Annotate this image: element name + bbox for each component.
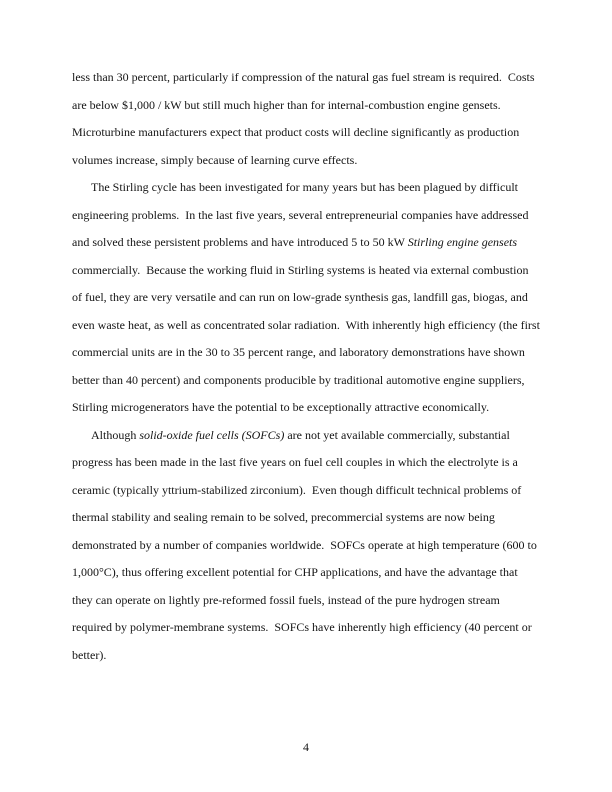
- italic-text-run: solid-oxide fuel cells (SOFCs): [139, 427, 285, 442]
- paragraph: [72, 64, 540, 174]
- document-body: [72, 64, 543, 669]
- italic-text-run: Stirling engine gensets: [407, 235, 518, 249]
- page-footer: [0, 740, 612, 754]
- text-run: less than 30 percent, particularly if compression of the natural gas fuel stream is required. Costs are below $1,000 / kW but still much higher than for internal-combustion engine gensets. Microturbine manufacturers expect that product costs will decline significantly as production volumes increase, simply because of learning curve effects.: [72, 70, 538, 167]
- text-run: The Stirling cycle has been investigated for many years but has been plagued by difficult engineering problems. In the last five years, several entrepreneurial companies have addressed and solved these persistent problems and have introduced 5 to 50 kW: [72, 180, 532, 249]
- paragraph: [72, 174, 543, 422]
- text-run: commercially. Because the working fluid in Stirling systems is heated via external combustion of fuel, they are very versatile and can run on low-grade synthesis gas, landfill gas, biogas, and even waste heat, as well as concentrated solar radiation. With inherently high efficiency (the first commercial units are in the 30 to 35 percent range, and laboratory demonstrations have shown better than 40 percent) and components producible by traditional automotive engine suppliers, Stirling microgenerators have the potential to be exceptionally attractive economically.: [72, 235, 543, 414]
- text-run: are not yet available commercially, substantial progress has been made in the last five years on fuel cell couples in which the electrolyte is a ceramic (typically yttrium-stabilized zirconium). Even though difficult technical problems of thermal stability and sealing remain to be solved, precommercial systems are now being demonstrated by a number of companies worldwide. SOFCs operate at high temperature (600 to 1,000°C), thus offering excellent potential for CHP applications, and have the advantage that they can operate on lightly pre-reformed fossil fuels, instead of the pure hydrogen stream required by polymer-membrane systems. SOFCs have inherently high efficiency (40 percent or better).: [72, 427, 540, 662]
- paragraph: [72, 422, 540, 670]
- page-number: 4: [303, 740, 309, 754]
- text-run: Although: [91, 427, 140, 442]
